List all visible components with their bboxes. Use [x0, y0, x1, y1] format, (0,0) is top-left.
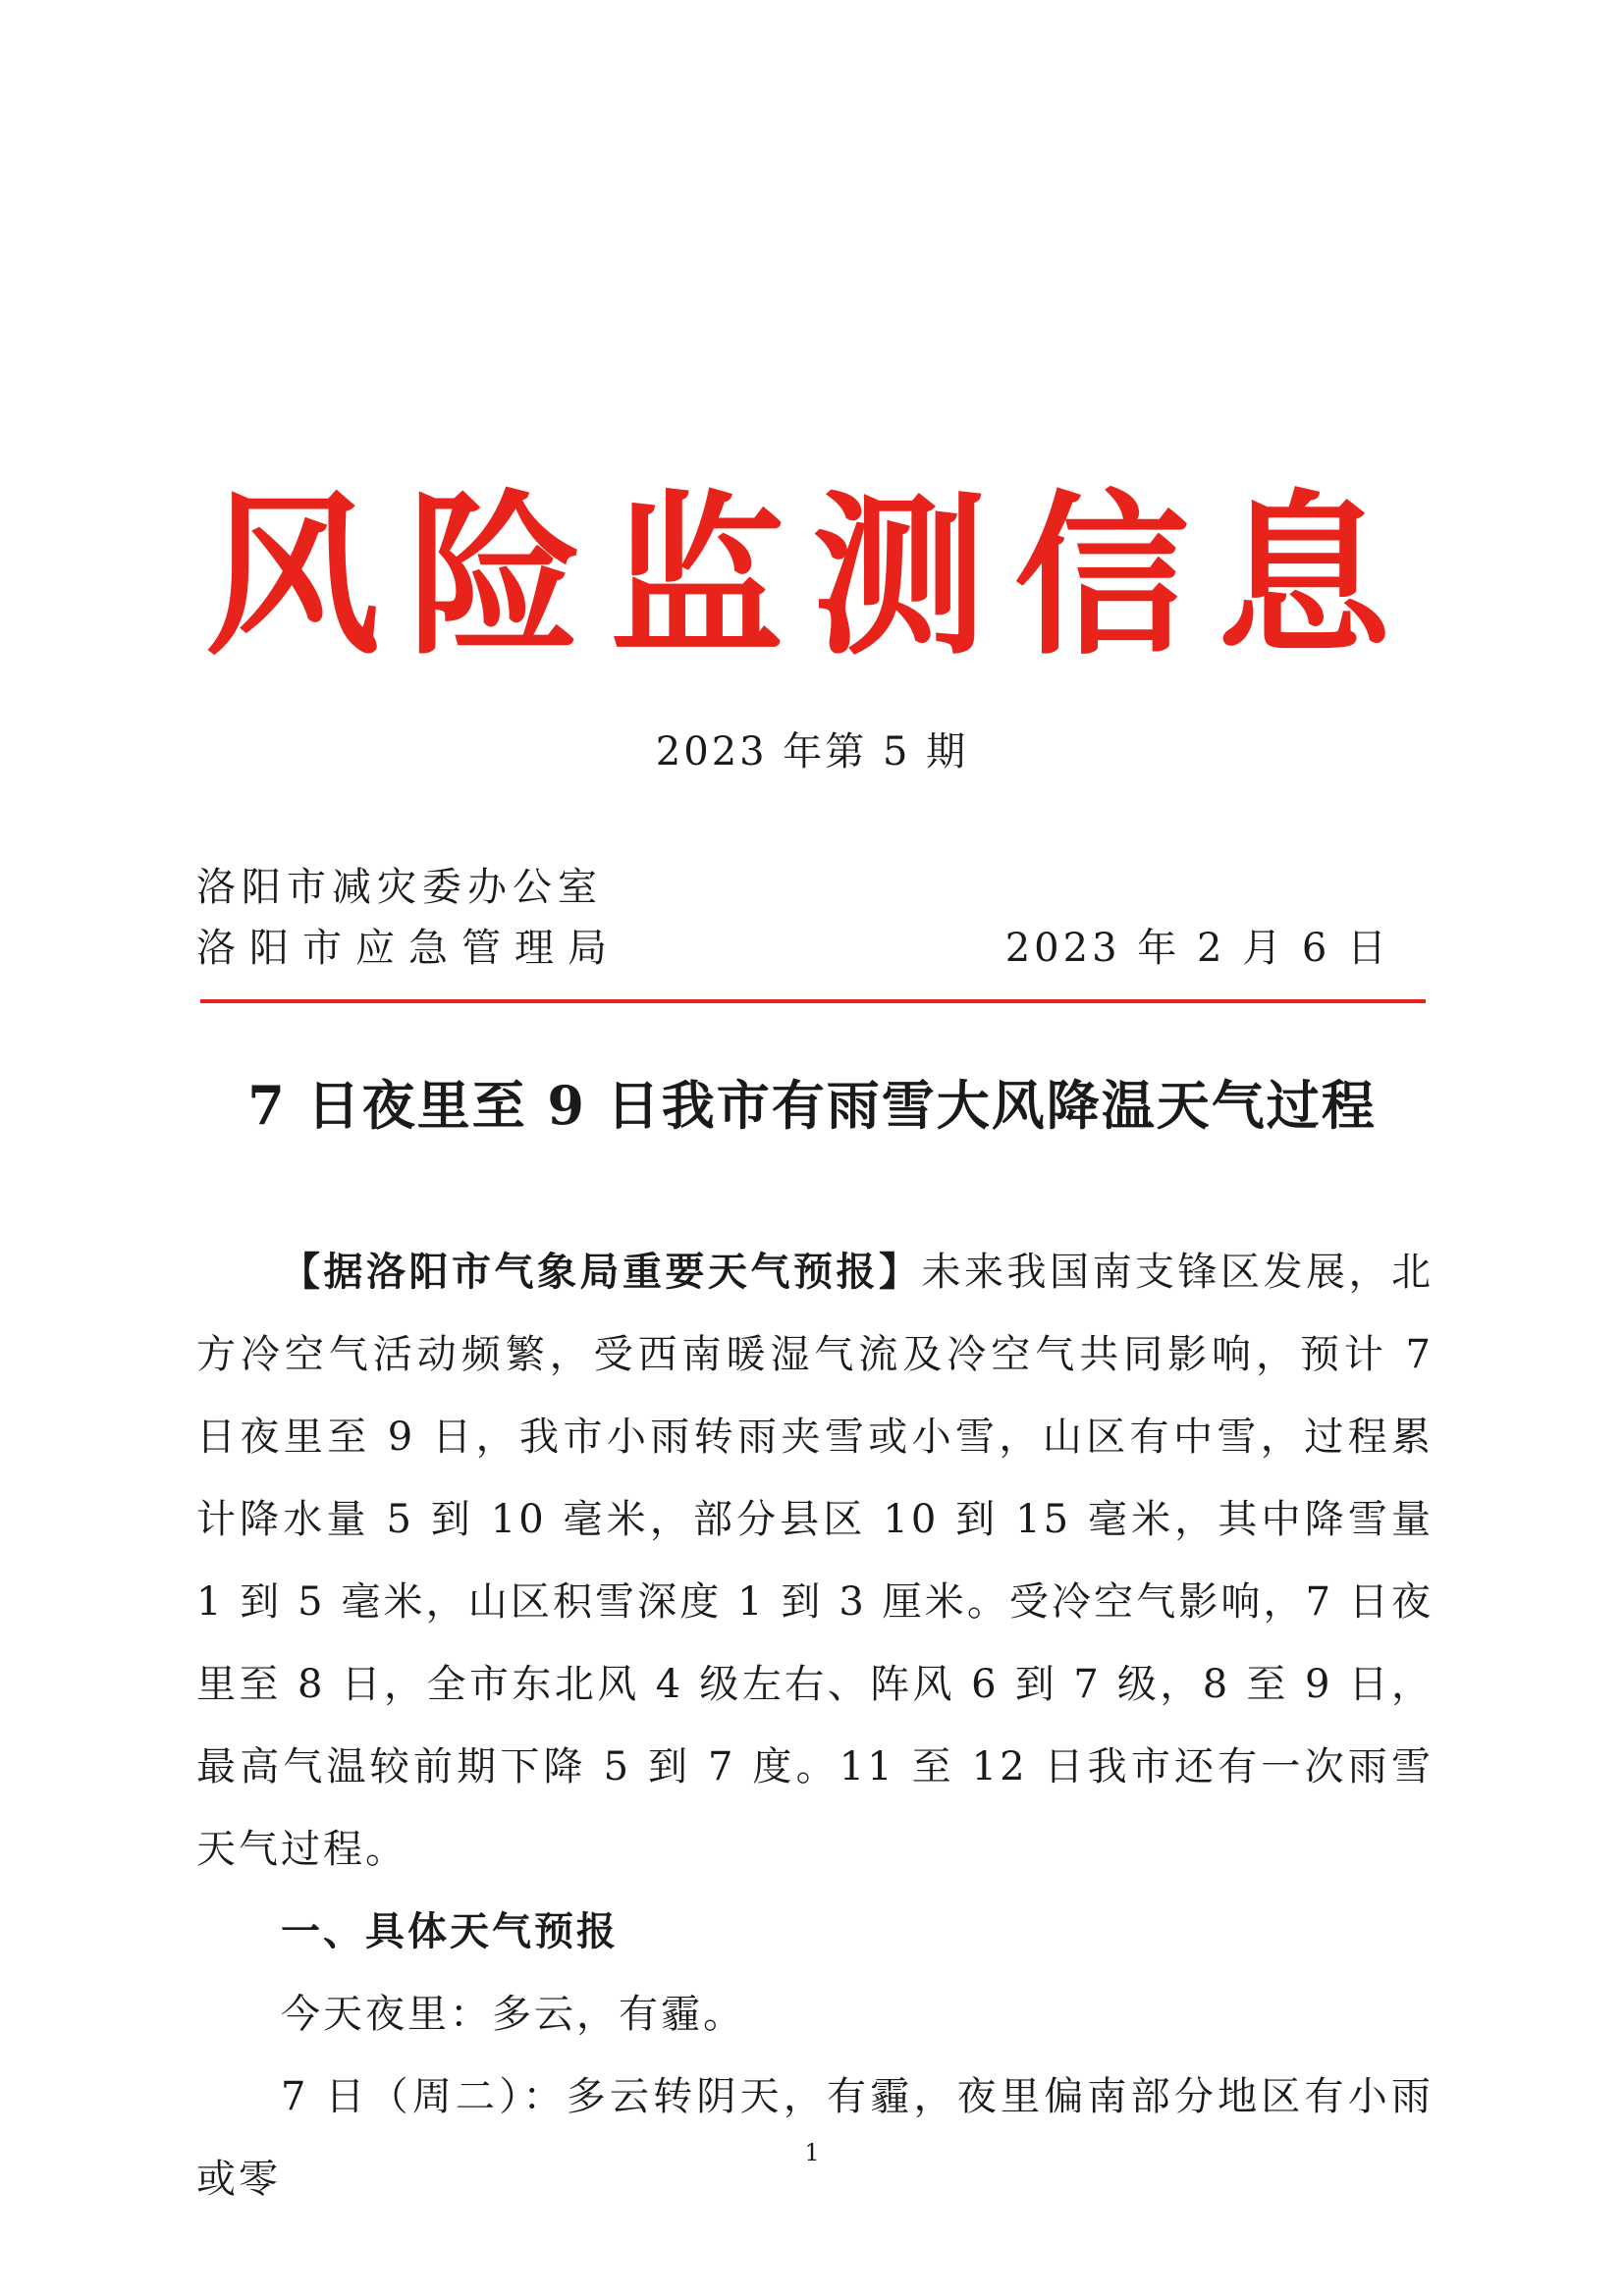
forecast-line-7th: 7 日（周二）：多云转阴天，有霾，夜里偏南部分地区有小雨或零 [196, 2074, 1434, 2202]
masthead-title: 风险监测信息 [205, 475, 1419, 678]
document-title: 7 日夜里至 9 日我市有雨雪大风降温天气过程 [247, 1074, 1377, 1137]
issuer-disaster-office: 洛阳市减灾委办公室 [196, 865, 603, 910]
issuer-emergency-bureau: 洛阳市应急管理局 [196, 926, 621, 971]
section-heading: 一、具体天气预报 [281, 1909, 619, 1954]
lead-paragraph [196, 1231, 1434, 1891]
lead-label: 【据洛阳市气象局重要天气预报】 [281, 1250, 922, 1295]
page-number: 1 [804, 2139, 820, 2166]
red-divider-line [200, 999, 1426, 1003]
forecast-line-tonight: 今天夜里：多云，有霾。 [281, 1992, 745, 2037]
document-body [196, 1231, 1434, 2220]
issue-date: 2023 年 2 月 6 日 [1004, 926, 1390, 971]
lead-text: 未来我国南支锋区发展，北方冷空气活动频繁，受西南暖湿气流及冷空气共同影响，预计 7 日夜里至 9 日，我市小雨转雨夹雪或小雪，山区有中雪，过程累计降水量 5 到 10 毫米，部分县区 10 到 15 毫米，其中降雪量 1 到 5 毫米，山区积雪深度 1 到 3 厘米。受冷空气影响，7 日夜里至 8 日，全市东北风 4 级左右、阵风 6 到 7 级，8 至 9 日，最高气温较前期下降 5 到 7 度。11 至 12 日我市还有一次雨雪天气过程。 [196, 1250, 1434, 1872]
issue-number: 2023 年第 5 期 [655, 729, 969, 774]
